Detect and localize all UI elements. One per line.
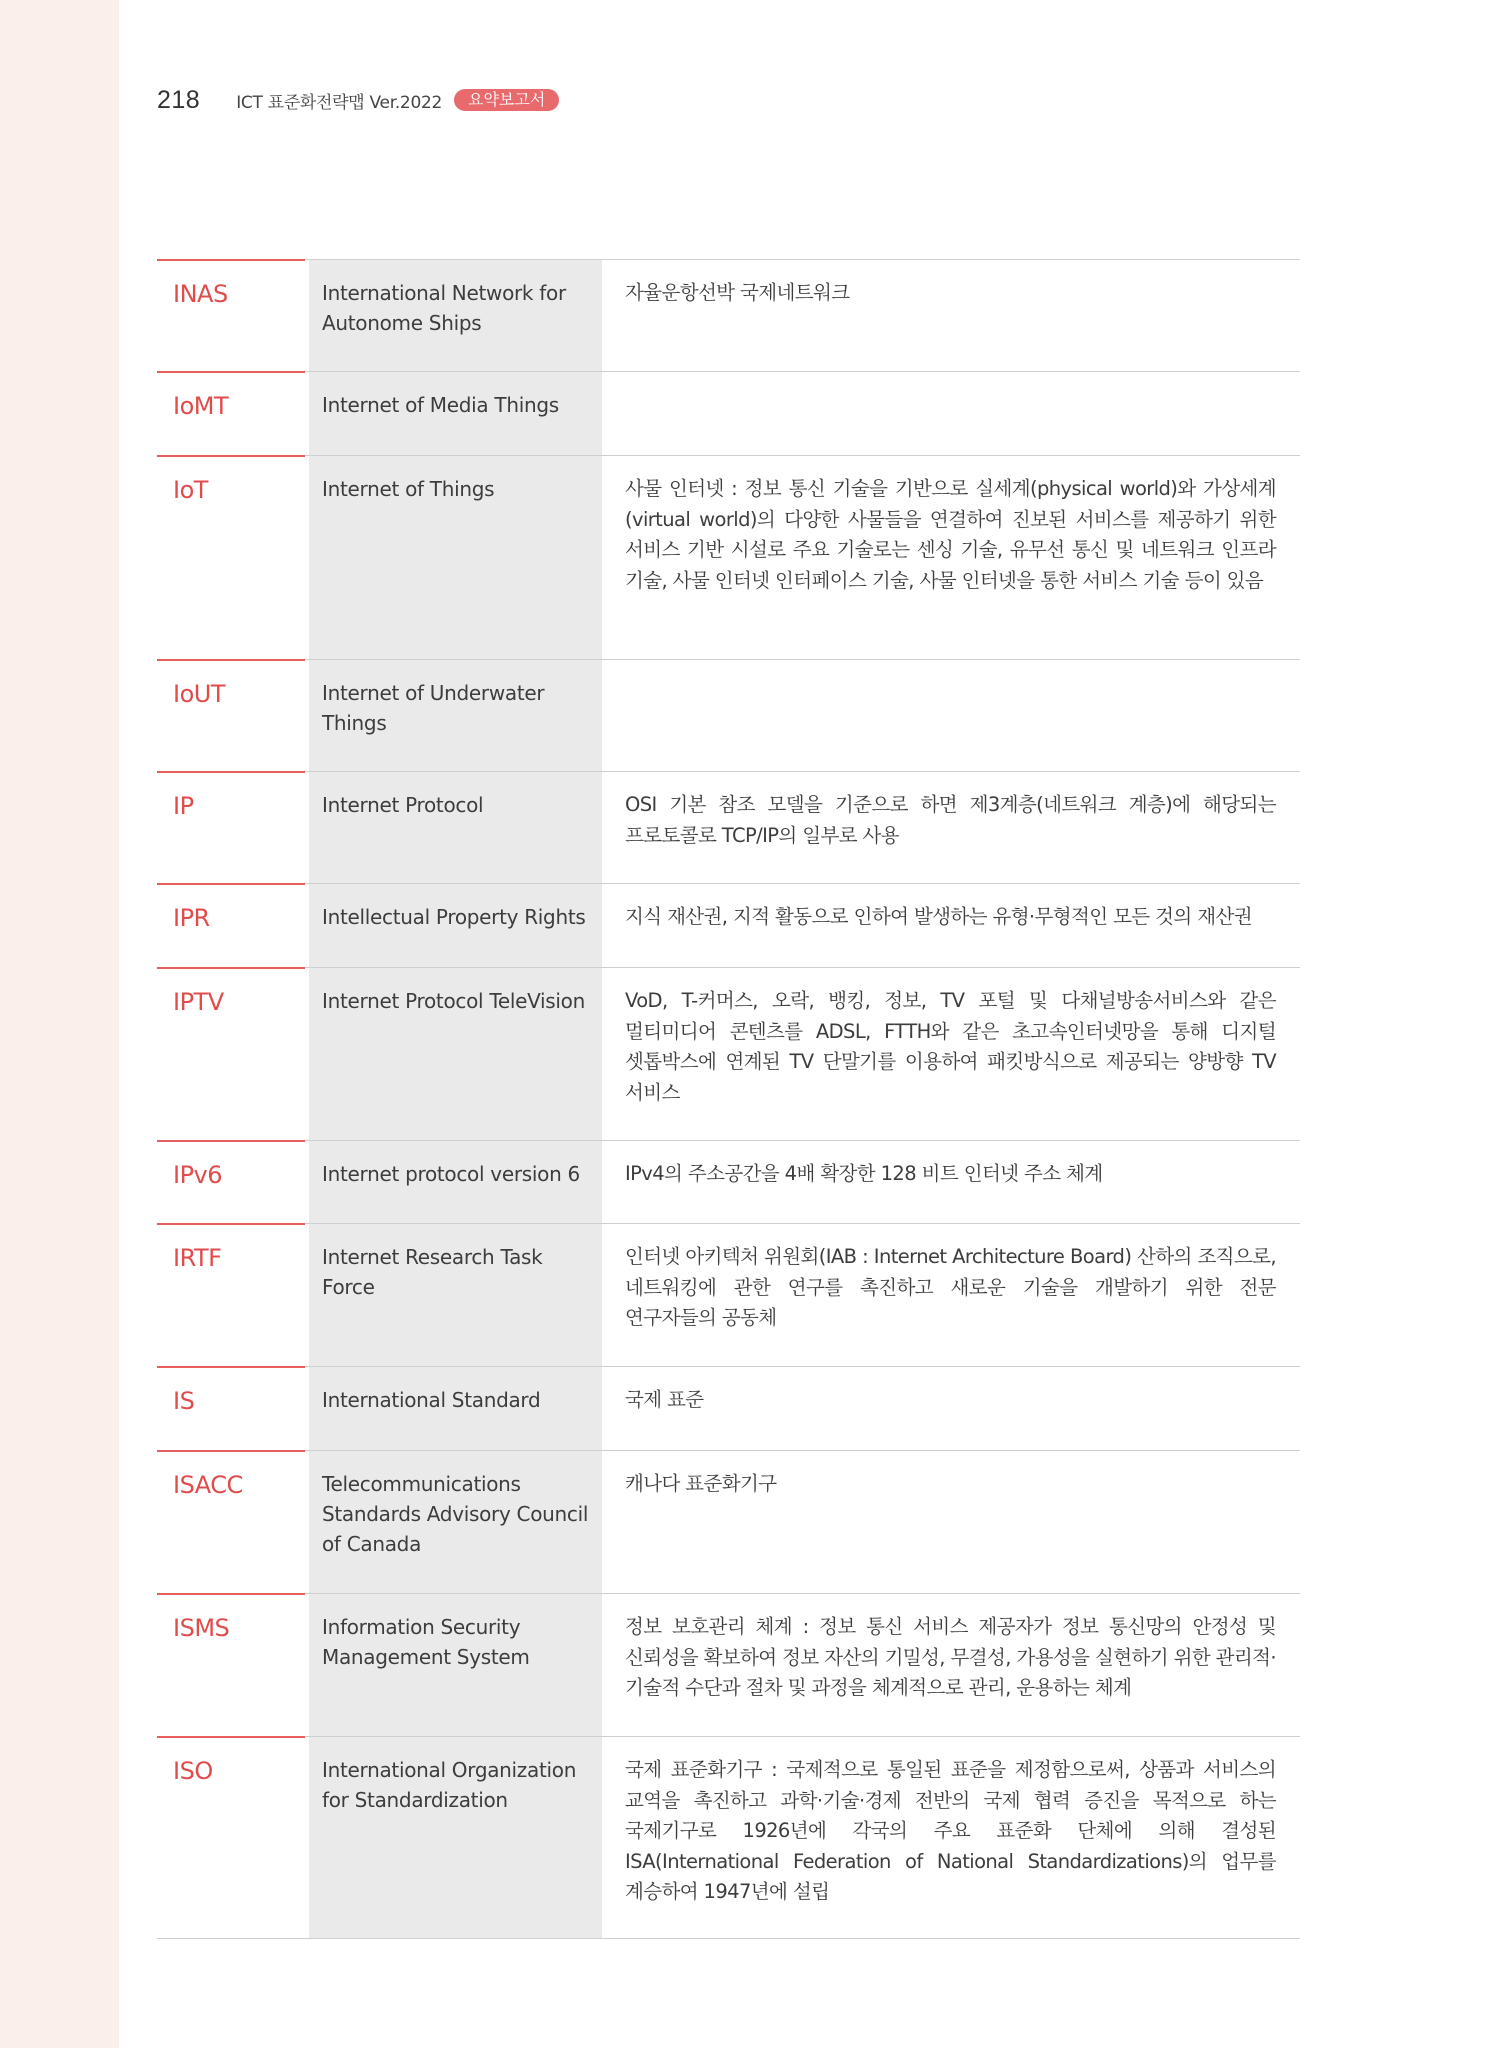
abbreviation: ISACC (173, 1471, 243, 1499)
english-term: Internet Research Task Force (309, 1224, 602, 1366)
korean-description: 자율운항선박 국제네트워크 (625, 281, 850, 304)
korean-description: 국제 표준화기구 : 국제적으로 통일된 표준을 제정함으로써, 상품과 서비스의 교역을 촉진하고 과학·기술·경제 전반의 국제 협력 증진을 목적으로 하는 국제기구로 1926년에 각국의 주요 표준화 단체에 의해 결성된 ISA(International Federation of National Standardizations)의 업무를 계승하여 1947년에 설립 (625, 1758, 1276, 1903)
english-term: International Organization for Standardization (309, 1737, 602, 1938)
glossary-row (157, 967, 1300, 1140)
english-term: Internet protocol version 6 (309, 1141, 602, 1223)
abbreviation: IPTV (173, 988, 224, 1016)
korean-description: OSI 기본 참조 모델을 기준으로 하면 제3계층(네트워크 계층)에 해당되는 프로토콜로 TCP/IP의 일부로 사용 (625, 793, 1276, 847)
glossary-row (157, 1223, 1300, 1366)
english-term: Telecommunications Standards Advisory Council of Canada (309, 1451, 602, 1593)
glossary-row (157, 1450, 1300, 1593)
abbreviation: IRTF (173, 1244, 222, 1272)
glossary-row (157, 259, 1300, 371)
abbreviation: IS (173, 1387, 195, 1415)
korean-description: 인터넷 아키텍처 위원회(IAB : Internet Architecture Board) 산하의 조직으로, 네트워킹에 관한 연구를 촉진하고 새로운 기술을 개발하기 위한 전문 연구자들의 공동체 (625, 1245, 1276, 1329)
korean-description: 국제 표준 (625, 1388, 704, 1411)
abbreviation: IP (173, 792, 194, 820)
korean-description (602, 372, 1300, 455)
abbreviation: ISO (173, 1757, 213, 1785)
glossary-row (157, 1736, 1300, 1939)
glossary-row (157, 659, 1300, 771)
abbreviation: IoUT (173, 680, 225, 708)
korean-description: VoD, T-커머스, 오락, 뱅킹, 정보, TV 포털 및 다채널방송서비스와 같은 멀티미디어 콘텐츠를 ADSL, FTTH와 같은 초고속인터넷망을 통해 디지털 셋톱박스에 연계된 TV 단말기를 이용하여 패킷방식으로 제공되는 양방향 TV 서비스 (625, 989, 1276, 1104)
english-term: Internet of Things (309, 456, 602, 659)
side-margin-strip (0, 0, 119, 2048)
english-term: Internet of Media Things (309, 372, 602, 455)
report-type-badge: 요약보고서 (454, 89, 559, 111)
english-term: International Standard (309, 1367, 602, 1450)
korean-description: 지식 재산권, 지적 활동으로 인하여 발생하는 유형·무형적인 모든 것의 재산권 (625, 905, 1252, 928)
korean-description: 캐나다 표준화기구 (625, 1472, 777, 1495)
page-number: 218 (157, 85, 201, 114)
glossary-row (157, 883, 1300, 967)
english-term: International Network for Autonome Ships (309, 260, 602, 371)
english-term: Internet Protocol TeleVision (309, 968, 602, 1140)
glossary-row (157, 771, 1300, 883)
document-title: ICT 표준화전략맵 Ver.2022 (236, 92, 442, 113)
glossary-row (157, 1140, 1300, 1223)
abbreviation: INAS (173, 280, 228, 308)
korean-description: 사물 인터넷 : 정보 통신 기술을 기반으로 실세계(physical world)와 가상세계(virtual world)의 다양한 사물들을 연결하여 진보된 서비스를 제공하기 위한 서비스 기반 시설로 주요 기술로는 센싱 기술, 유무선 통신 및 네트워크 인프라 기술, 사물 인터넷 인터페이스 기술, 사물 인터넷을 통한 서비스 기술 등이 있음 (625, 477, 1276, 592)
korean-description: IPv4의 주소공간을 4배 확장한 128 비트 인터넷 주소 체계 (625, 1162, 1103, 1185)
abbreviation: ISMS (173, 1614, 230, 1642)
glossary-row (157, 1366, 1300, 1450)
glossary-row (157, 371, 1300, 455)
korean-description: 정보 보호관리 체계 : 정보 통신 서비스 제공자가 정보 통신망의 안정성 및 신뢰성을 확보하여 정보 자산의 기밀성, 무결성, 가용성을 실현하기 위한 관리적·기술적 수단과 절차 및 과정을 체계적으로 관리, 운용하는 체계 (625, 1615, 1276, 1699)
english-term: Intellectual Property Rights (309, 884, 602, 967)
page-header (157, 86, 559, 114)
korean-description (602, 660, 1300, 771)
abbreviation: IoMT (173, 392, 229, 420)
glossary-table (157, 259, 1300, 1939)
abbreviation: IoT (173, 476, 208, 504)
abbreviation: IPR (173, 904, 210, 932)
glossary-row (157, 1593, 1300, 1736)
english-term: Internet Protocol (309, 772, 602, 883)
english-term: Information Security Management System (309, 1594, 602, 1736)
english-term: Internet of Underwater Things (309, 660, 602, 771)
abbreviation: IPv6 (173, 1161, 223, 1189)
glossary-row (157, 455, 1300, 659)
